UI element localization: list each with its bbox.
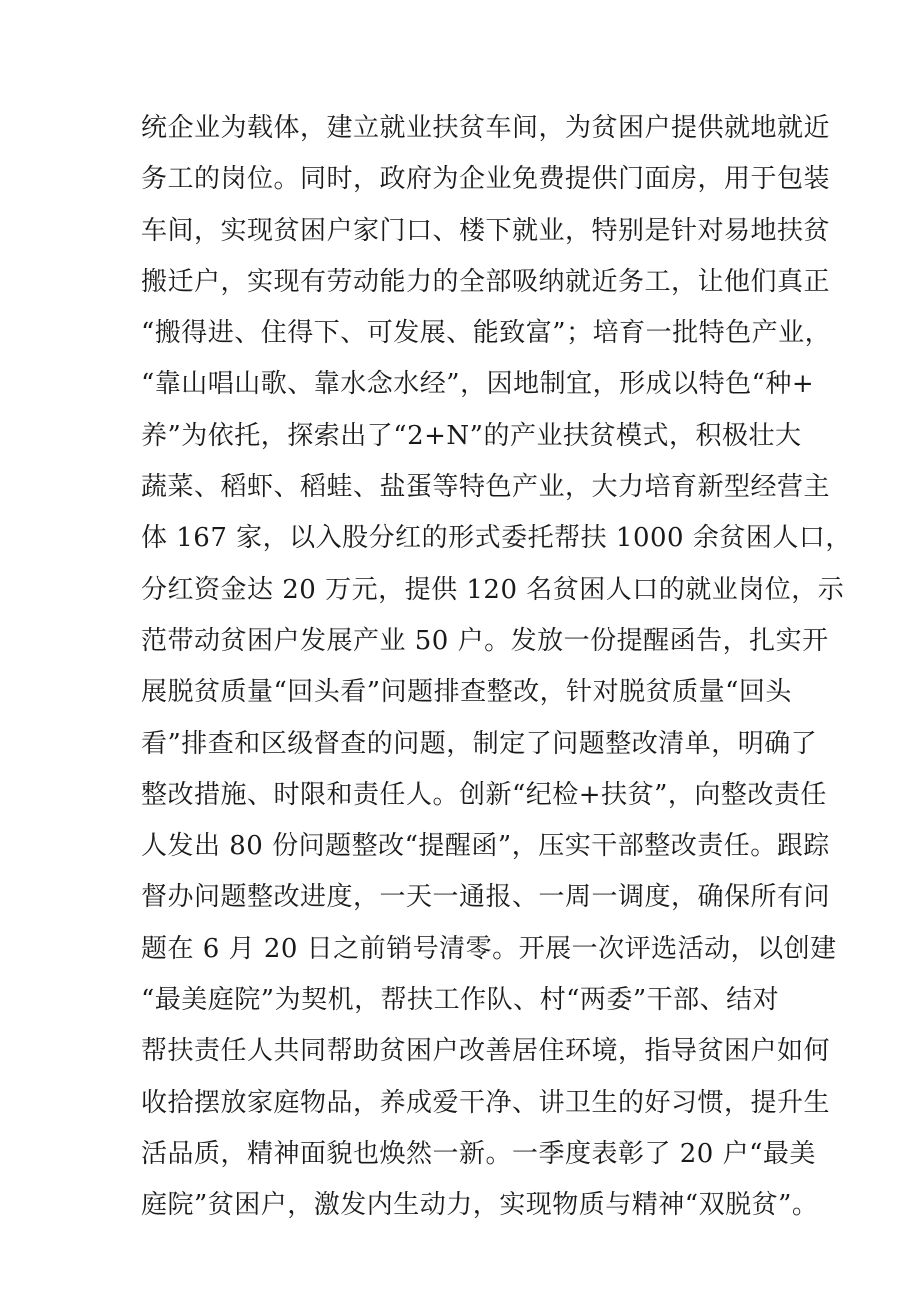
text-line: 务工的岗位。同时，政府为企业免费提供门面房，用于包装 bbox=[141, 164, 831, 195]
text-line: 车间，实现贫困户家门口、楼下就业，特别是针对易地扶贫 bbox=[141, 215, 831, 246]
text-line: 题在 6 月 20 日之前销号清零。开展一次评选活动，以创建 bbox=[141, 933, 837, 964]
text-line: 蔬菜、稻虾、稻蛙、盐蛋等特色产业，大力培育新型经营主 bbox=[141, 472, 831, 503]
text-line: “最美庭院”为契机，帮扶工作队、村“两委”干部、结对 bbox=[141, 985, 780, 1016]
text-line: 活品质，精神面貌也焕然一新。一季度表彰了 20 户“最美 bbox=[141, 1138, 816, 1169]
text-line: 整改措施、时限和责任人。创新“纪检+扶贫”，向整改责任 bbox=[141, 779, 827, 810]
text-line: 养”为依托，探索出了“2+N”的产业扶贫模式，积极壮大 bbox=[141, 420, 802, 451]
text-line: 统企业为载体，建立就业扶贫车间，为贫困户提供就地就近 bbox=[141, 113, 831, 143]
text-line: 人发出 80 份问题整改“提醒函”，压实干部整改责任。跟踪 bbox=[141, 831, 830, 862]
text-line: 展脱贫质量“回头看”问题排查整改，针对脱贫质量“回头 bbox=[141, 677, 792, 708]
text-line: 看”排查和区级督查的问题，制定了问题整改清单，明确了 bbox=[141, 728, 818, 759]
text-line: “搬得进、住得下、可发展、能致富”；培育一批特色产业， bbox=[141, 318, 832, 349]
text-line: 收拾摆放家庭物品，养成爱干净、讲卫生的好习惯，提升生 bbox=[141, 1087, 831, 1118]
text-line: 分红资金达 20 万元，提供 120 名贫困人口的就业岗位，示 bbox=[141, 574, 845, 605]
text-line: 范带动贫困户发展产业 50 户。发放一份提醒函告，扎实开 bbox=[141, 625, 829, 656]
text-line: 督办问题整改进度，一天一通报、一周一调度，确保所有问 bbox=[141, 882, 831, 913]
text-line: “靠山唱山歌、靠水念水经”，因地制宜，形成以特色“种+ bbox=[141, 369, 815, 400]
text-line: 搬迁户，实现有劳动能力的全部吸纳就近务工，让他们真正 bbox=[141, 266, 831, 297]
text-line: 帮扶责任人共同帮助贫困户改善居住环境，指导贫困户如何 bbox=[141, 1036, 831, 1067]
body-paragraph bbox=[141, 103, 852, 1232]
text-line: 体 167 家，以入股分红的形式委托帮扶 1000 余贫困人口， bbox=[141, 523, 852, 554]
text-line: 庭院”贫困户，激发内生动力，实现物质与精神“双脱贫”。 bbox=[141, 1190, 819, 1221]
